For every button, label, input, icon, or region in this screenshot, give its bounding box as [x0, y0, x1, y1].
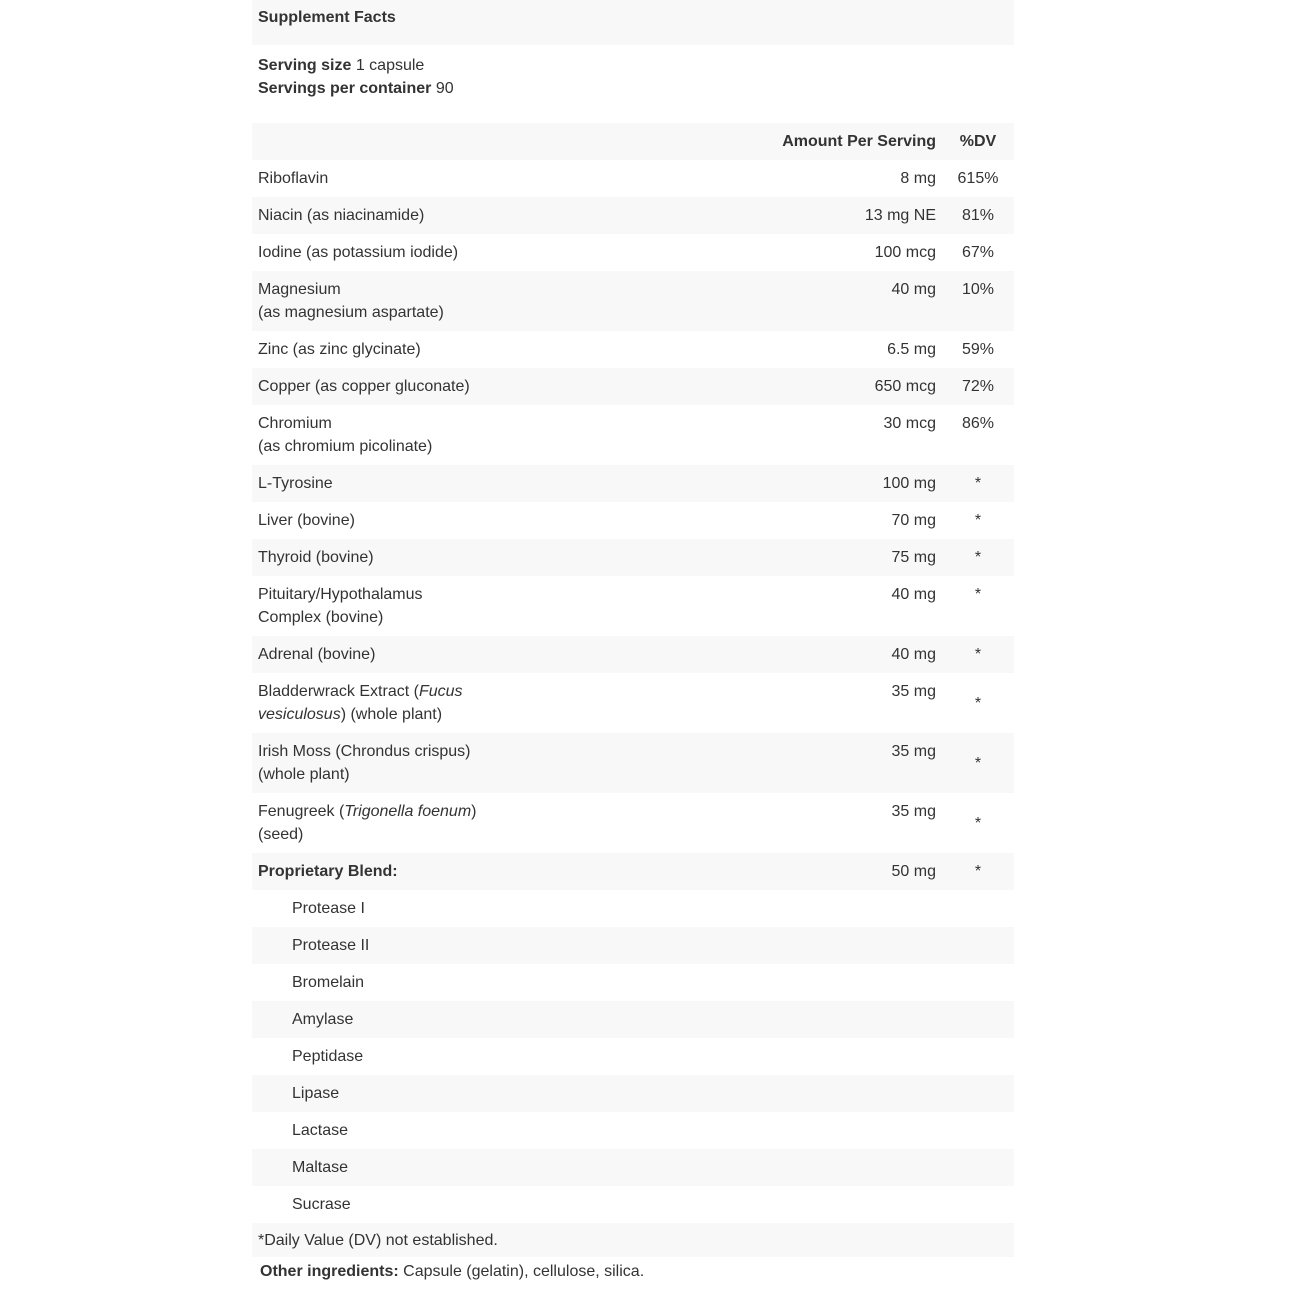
nutrient-amount: 650 mcg	[874, 378, 936, 395]
table-row	[252, 234, 1014, 271]
nutrient-name: L-Tyrosine	[258, 475, 333, 492]
serving-size: Serving size 1 capsule	[258, 57, 425, 74]
nutrient-amount: 50 mg	[891, 863, 936, 880]
nutrient-amount: 35 mg	[891, 743, 936, 760]
nutrient-dv: *	[974, 863, 982, 880]
nutrient-amount: 30 mcg	[883, 415, 936, 432]
blend-item: Sucrase	[252, 1186, 1014, 1223]
nutrient-amount: 40 mg	[891, 646, 936, 663]
nutrient-dv: *	[974, 755, 982, 772]
table-row	[252, 636, 1014, 673]
blend-item: Protease I	[252, 890, 1014, 927]
table-row	[252, 331, 1014, 368]
header-dv: %DV	[942, 123, 1014, 160]
nutrient-amount: 100 mcg	[874, 244, 936, 261]
nutrient-dv: 81%	[961, 207, 995, 224]
servings-per-container: Servings per container 90	[258, 80, 454, 97]
nutrient-amount: 75 mg	[891, 549, 936, 566]
nutrient-dv: 59%	[961, 341, 995, 358]
nutrient-name: Riboflavin	[258, 170, 329, 187]
blend-item: Lipase	[252, 1075, 1014, 1112]
blend-item: Amylase	[252, 1001, 1014, 1038]
nutrient-name: Liver (bovine)	[258, 512, 355, 529]
nutrient-amount: 40 mg	[891, 586, 936, 603]
nutrient-dv: *	[974, 512, 982, 529]
nutrient-name: Irish Moss (Chrondus crispus) (whole plant)	[258, 743, 471, 783]
nutrient-dv: *	[974, 646, 982, 663]
nutrient-name: Chromium (as chromium picolinate)	[258, 415, 433, 455]
panel-title: Supplement Facts	[252, 0, 1014, 45]
nutrient-amount: 70 mg	[891, 512, 936, 529]
nutrient-dv: 615%	[957, 170, 999, 187]
nutrient-amount: 35 mg	[891, 683, 936, 700]
nutrient-name: Pituitary/Hypothalamus Complex (bovine)	[258, 586, 423, 626]
table-row	[252, 465, 1014, 502]
nutrient-amount: 6.5 mg	[887, 341, 936, 358]
dv-footnote: *Daily Value (DV) not established.	[252, 1223, 1014, 1257]
table-row	[252, 733, 1014, 793]
blend-item: Bromelain	[252, 964, 1014, 1001]
nutrient-name: Niacin (as niacinamide)	[258, 207, 425, 224]
header-amount: Amount Per Serving	[752, 123, 942, 160]
other-ingredients: Other ingredients: Capsule (gelatin), cellulose, silica.	[260, 1263, 645, 1280]
nutrient-dv: 86%	[961, 415, 995, 432]
serving-info	[252, 45, 1014, 123]
nutrient-name: Copper (as copper gluconate)	[258, 378, 470, 395]
table-row	[252, 853, 1014, 890]
table-row	[252, 793, 1014, 853]
nutrient-dv: 72%	[961, 378, 995, 395]
nutrient-name: Thyroid (bovine)	[258, 549, 374, 566]
blend-item: Peptidase	[252, 1038, 1014, 1075]
table-row	[252, 576, 1014, 636]
nutrient-dv: *	[974, 815, 982, 832]
proprietary-blend-label: Proprietary Blend:	[258, 863, 398, 880]
nutrient-dv: *	[974, 695, 982, 712]
facts-table	[252, 123, 1014, 1223]
table-row	[252, 539, 1014, 576]
nutrient-dv: *	[974, 549, 982, 566]
blend-item: Maltase	[252, 1149, 1014, 1186]
blend-item: Protease II	[252, 927, 1014, 964]
nutrient-dv: *	[974, 586, 982, 603]
blend-item: Lactase	[252, 1112, 1014, 1149]
table-row	[252, 368, 1014, 405]
nutrient-amount: 8 mg	[900, 170, 936, 187]
nutrient-name: Adrenal (bovine)	[258, 646, 376, 663]
nutrient-amount: 13 mg NE	[864, 207, 936, 224]
table-row	[252, 673, 1014, 733]
table-row	[252, 502, 1014, 539]
nutrient-name: Magnesium (as magnesium aspartate)	[258, 281, 444, 321]
nutrient-dv: 10%	[961, 281, 995, 298]
table-row	[252, 271, 1014, 331]
table-row	[252, 405, 1014, 465]
header-name	[252, 123, 752, 160]
table-header	[252, 123, 1014, 160]
nutrient-dv: *	[974, 475, 982, 492]
nutrient-amount: 100 mg	[882, 475, 936, 492]
nutrient-name: Iodine (as potassium iodide)	[258, 244, 459, 261]
nutrient-name: Bladderwrack Extract (Fucus vesiculosus) (whole plant)	[258, 683, 463, 723]
nutrient-amount: 35 mg	[891, 803, 936, 820]
table-row	[252, 160, 1014, 197]
nutrient-name: Fenugreek (Trigonella foenum) (seed)	[258, 803, 477, 843]
nutrient-amount: 40 mg	[891, 281, 936, 298]
table-row	[252, 197, 1014, 234]
supplement-facts-panel	[252, 0, 1014, 1283]
nutrient-name: Zinc (as zinc glycinate)	[258, 341, 421, 358]
nutrient-dv: 67%	[961, 244, 995, 261]
